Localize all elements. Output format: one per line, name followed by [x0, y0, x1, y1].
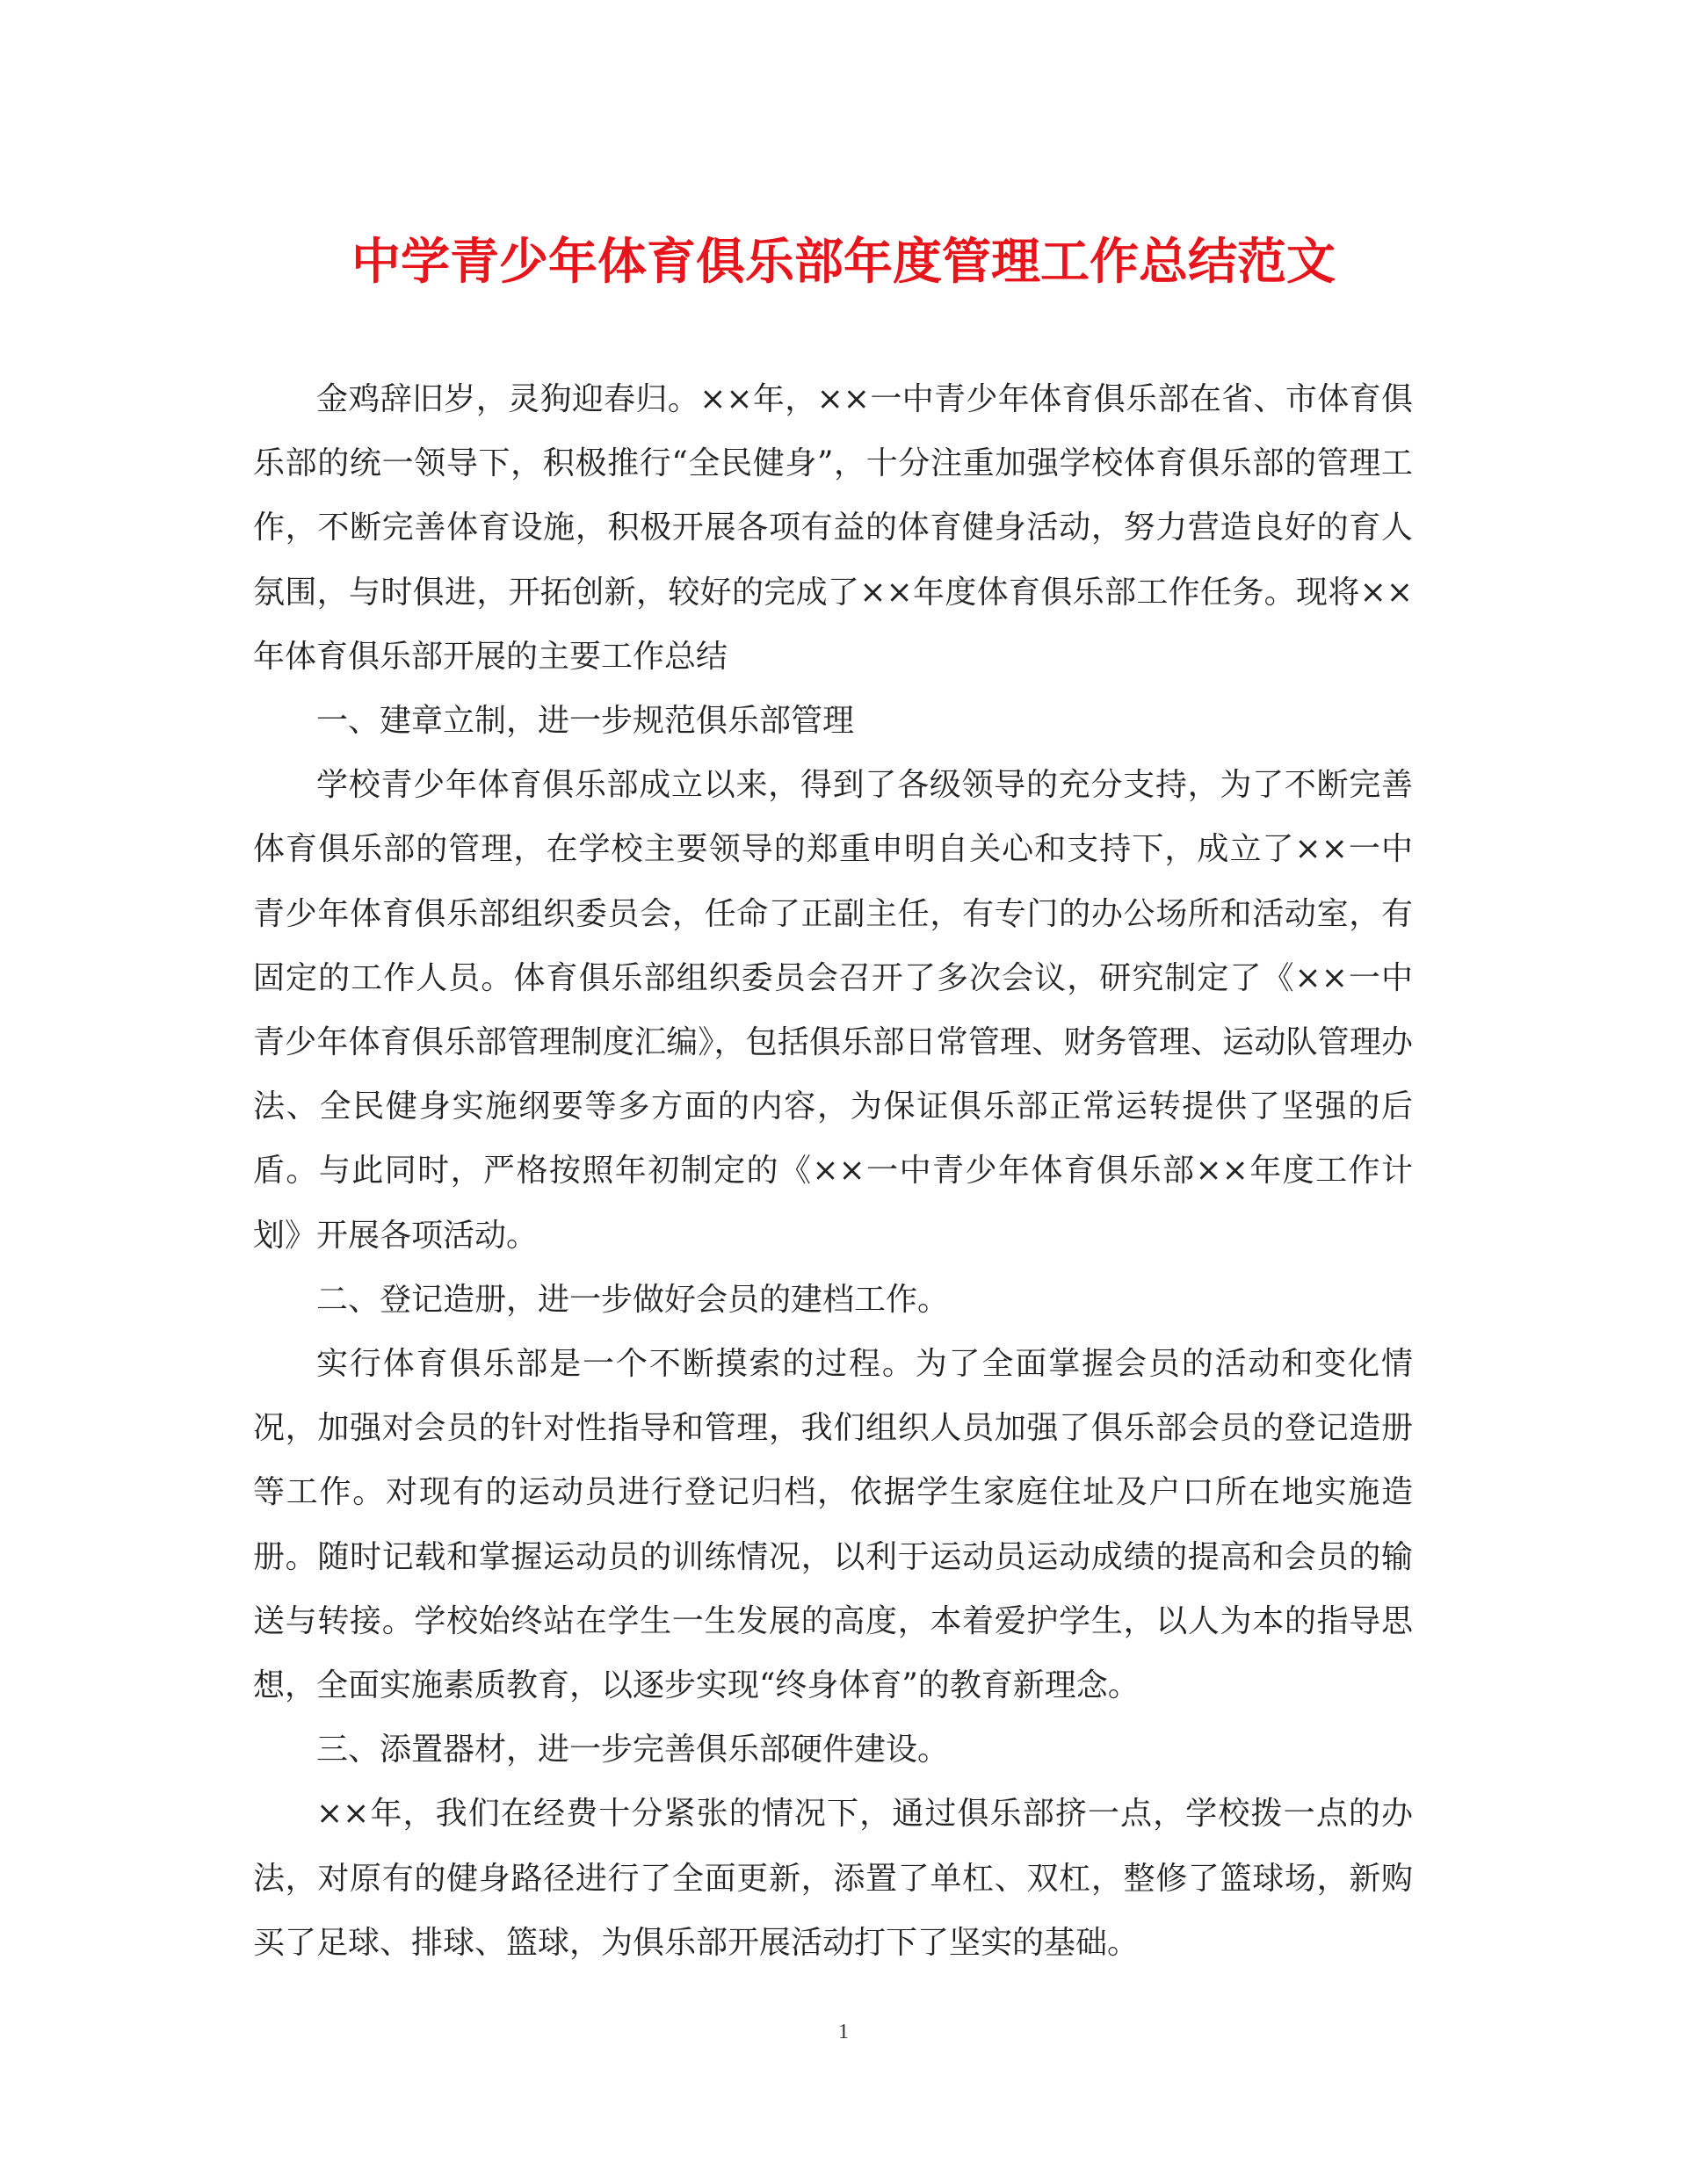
section-heading-3: 三、添置器材，进一步完善俱乐部硬件建设。 [316, 1732, 950, 1768]
paragraph-section-2: 实行体育俱乐部是一个不断摸索的过程。为了全面掌握会员的活动和变化情况，加强对会员的针对性指导和管理，我们组织人员加强了俱乐部会员的登记造册等工作。对现有的运动员进行登记归档，依据学生家庭住址及户口所在地实施造册。随时记载和掌握运动员的训练情况，以利于运动员运动成绩的提高和会员的输送与转接。学校始终站在学生一生发展的高度，本着爱护学生，以人为本的指导思想，全面实施素质教育，以逐步实现“终身体育”的教育新理念。 [253, 1346, 1413, 1704]
page-number: 1 [838, 2021, 849, 2043]
paragraph-section-3: ××年，我们在经费十分紧张的情况下，通过俱乐部挤一点，学校拨一点的办法，对原有的健身路径进行了全面更新，添置了单杠、双杠，整修了篮球场，新购买了足球、排球、篮球，为俱乐部开展活动打下了坚实的基础。 [253, 1796, 1413, 1961]
document-title: 中学青少年体育俱乐部年度管理工作总结范文 [351, 233, 1336, 291]
document-body [253, 367, 1413, 1975]
section-heading-1: 一、建章立制，进一步规范俱乐部管理 [316, 703, 855, 740]
paragraph-intro: 金鸡辞旧岁，灵狗迎春归。××年，××一中青少年体育俱乐部在省、市体育俱乐部的统一领导下，积极推行“全民健身”，十分注重加强学校体育俱乐部的管理工作，不断完善体育设施，积极开展各项有益的体育健身活动，努力营造良好的育人氛围，与时俱进，开拓创新，较好的完成了××年度体育俱乐部工作任务。现将××年体育俱乐部开展的主要工作总结 [253, 381, 1413, 675]
paragraph-section-1: 学校青少年体育俱乐部成立以来，得到了各级领导的充分支持，为了不断完善体育俱乐部的管理，在学校主要领导的郑重申明自关心和支持下，成立了××一中青少年体育俱乐部组织委员会，任命了正副主任，有专门的办公场所和活动室，有固定的工作人员。体育俱乐部组织委员会召开了多次会议，研究制定了《××一中青少年体育俱乐部管理制度汇编》，包括俱乐部日常管理、财务管理、运动队管理办法、全民健身实施纲要等多方面的内容，为保证俱乐部正常运转提供了坚强的后盾。与此同时，严格按照年初制定的《××一中青少年体育俱乐部××年度工作计划》开展各项活动。 [253, 767, 1413, 1254]
section-heading-2: 二、登记造册，进一步做好会员的建档工作。 [316, 1281, 950, 1318]
